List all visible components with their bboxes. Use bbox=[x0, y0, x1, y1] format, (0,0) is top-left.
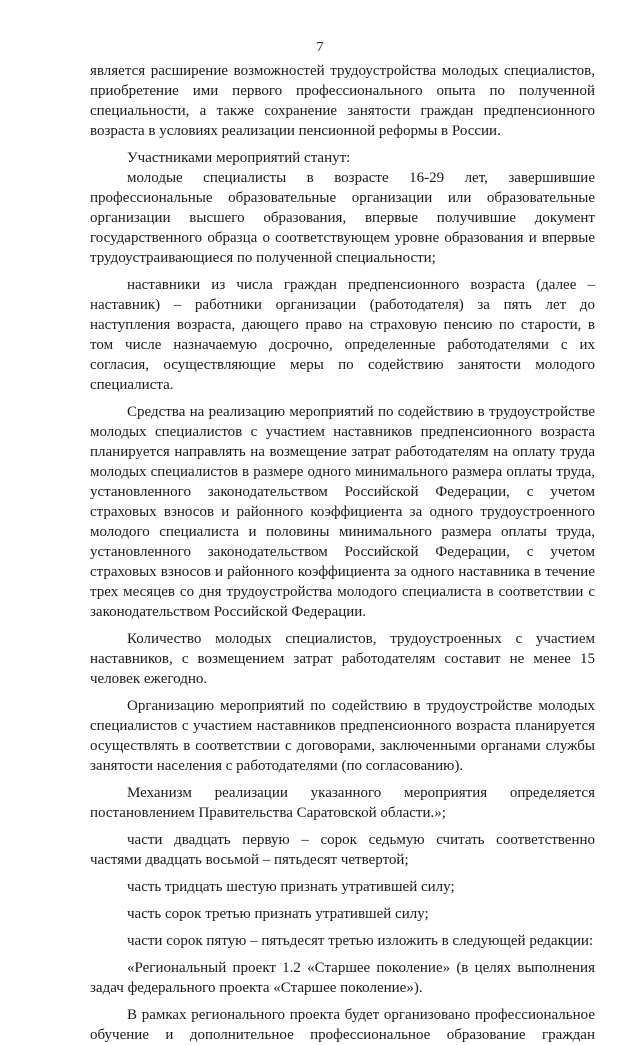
amendment-item: части двадцать первую – сорок седьмую считать соответственно частями двадцать восьмой – пятьдесят четвертой; bbox=[90, 832, 595, 868]
page-number: 7 bbox=[316, 40, 324, 55]
paragraph: Участниками мероприятий станут: bbox=[127, 150, 351, 166]
paragraph: Количество молодых специалистов, трудоустроенных с участием наставников, с возмещением затрат работодателям составит не менее 15 человек ежегодно. bbox=[90, 631, 595, 687]
amendment-item: часть сорок третью признать утратившей силу; bbox=[127, 906, 429, 922]
paragraph: является расширение возможностей трудоустройства молодых специалистов, приобретение ими первого профессионального опыта по полученной специальности, а также сохранение занятости граждан предпенсионного возраста в условиях реализации пенсионной реформы в России. bbox=[90, 63, 595, 139]
amendment-item: части сорок пятую – пятьдесят третью изложить в следующей редакции: bbox=[127, 933, 594, 949]
paragraph: Средства на реализацию мероприятий по содействию в трудоустройстве молодых специалистов с участием наставников предпенсионного возраста планируется направлять на возмещение затрат работодателям на оплату труда молодых специалистов в размере одного минимального размера оплаты труда, установленного законодательством Российской Федерации, с учетом страховых взносов и районного коэффициента за одного трудоустроенного молодого специалиста и половины минимального размера оплаты труда, установленного законодательством Российской Федерации, с учетом страховых взносов и районного коэффициента за одного наставника в течение трех месяцев со дня трудоустройства молодого специалиста в соответствии с законодательством Российской Федерации. bbox=[90, 404, 595, 620]
list-item: наставники из числа граждан предпенсионного возраста (далее – наставник) – работники организации (работодателя) за пять лет до наступления возраста, дающего право на страховую пенсию по старости, в том числе назначаемую досрочно, определенные работодателями с их согласия, осуществляющие меры по содействию занятости молодого специалиста. bbox=[90, 277, 595, 393]
paragraph: Организацию мероприятий по содействию в трудоустройстве молодых специалистов с участием наставников предпенсионного возраста планируется осуществлять в соответствии с договорами, заключенными органами службы занятости населения с работодателями (по согласованию). bbox=[90, 698, 595, 774]
paragraph: Механизм реализации указанного мероприятия определяется постановлением Правительства Саратовской области.»; bbox=[90, 785, 595, 821]
list-item: молодые специалисты в возрасте 16-29 лет, завершившие профессиональные образовательные организации или образовательные организации высшего образования, впервые получившие документ государственного образца о соответствующем уровне образования и впервые трудоустраивающиеся по полученной специальности; bbox=[90, 170, 595, 266]
document-body bbox=[90, 61, 595, 1045]
paragraph: «Региональный проект 1.2 «Старшее поколение» (в целях выполнения задач федерального проекта «Старшее поколение»). bbox=[90, 960, 595, 996]
amendment-item: часть тридцать шестую признать утратившей силу; bbox=[127, 879, 455, 895]
paragraph: В рамках регионального проекта будет организовано профессиональное обучение и дополнительное профессиональное образование граждан bbox=[90, 1007, 595, 1043]
